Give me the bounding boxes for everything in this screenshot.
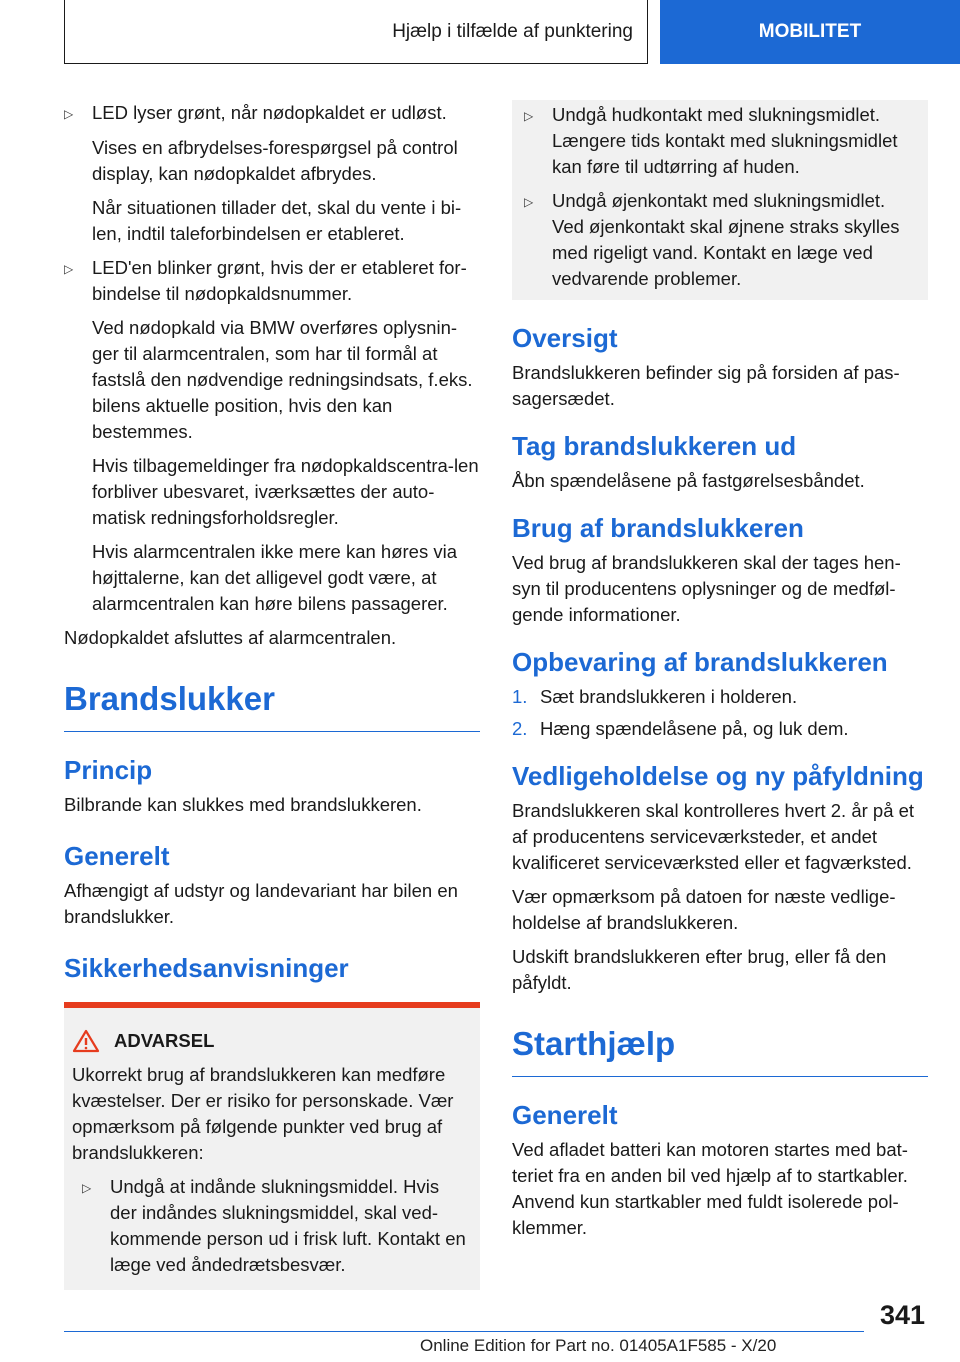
footer-text: Online Edition for Part no. 01405A1F585 - X/20 (420, 1336, 777, 1355)
paragraph: Ved brug af brandslukkeren skal der tages hen-syn til producentens oplysninger og de medføl-gende informationer. (512, 552, 901, 625)
left-column (64, 100, 480, 1290)
bullet-led-green: ▷ LED lyser grønt, når nødopkaldet er udløst. (64, 100, 480, 127)
heading-use: Brug af brandslukkeren (512, 513, 804, 543)
heading-take-out: Tag brandslukkeren ud (512, 431, 797, 461)
warning-bullet: ▷ Undgå at indånde slukningsmiddel. Hvis der indåndes slukningsmiddel, skal ved-kommende person ud i frisk luft. Kontakt en læge ved åndedrætsbesvær. (72, 1174, 470, 1278)
heading-maintenance: Vedligeholdelse og ny påfyldning (512, 761, 924, 791)
warning-header (72, 1028, 470, 1054)
paragraph: Brandslukkeren befinder sig på forsiden af pas-sagersædet. (512, 362, 900, 409)
warning-bullet: ▷ Undgå øjenkontakt med slukningsmidlet. Ved øjenkontakt skal øjnene straks skylles med rigeligt vand. Kontakt en læge ved vedvarende problemer. (524, 188, 916, 292)
warning-text: Ukorrekt brug af brandslukkeren kan medføre kvæstelser. Der er risiko for personskade. Vær opmærksom på følgende punkter ved brug af brandslukkeren: (72, 1064, 454, 1163)
bullet-detail: Når situationen tillader det, skal du vente i bi-len, indtil taleforbindelsen er etableret. (92, 197, 462, 244)
warning-box-continued (512, 100, 928, 300)
step-number: 2. (512, 718, 528, 739)
paragraph: Nødopkaldet afsluttes af alarmcentralen. (64, 627, 397, 648)
heading-principle: Princip (64, 755, 153, 785)
heading-general: Generelt (512, 1100, 618, 1130)
heading-general: Generelt (64, 841, 170, 871)
paragraph: Brandslukkeren skal kontrolleres hvert 2. år på et af producentens serviceværksteder, et andet kvalificeret serviceværksted eller et fagværksted. (512, 800, 915, 873)
paragraph: Ved afladet batteri kan motoren startes med bat-teriet fra en anden bil ved hjælp af to startkabler. Anvend kun startkabler med fuldt isolerede pol-klemmer. (512, 1139, 908, 1238)
warning-title: ADVARSEL (114, 1030, 215, 1051)
paragraph: Udskift brandslukkeren efter brug, eller få den påfyldt. (512, 946, 887, 993)
bullet-detail: Ved nødopkald via BMW overføres oplysnin-ger til alarmcentralen, som har til formål at fastslå den nødvendige redningsindsats, f.eks. bilens aktuelle position, hvis den kan bestemmes. (92, 317, 473, 442)
right-column (512, 100, 928, 1249)
step-text: Hæng spændelåsene på, og luk dem. (540, 718, 849, 739)
triangle-bullet-icon: ▷ (524, 109, 534, 123)
triangle-bullet-icon: ▷ (64, 262, 74, 276)
triangle-bullet-icon: ▷ (524, 195, 534, 209)
paragraph: Vær opmærksom på datoen for næste vedlige-holdelse af brandslukkeren. (512, 886, 896, 933)
bullet-detail: Hvis alarmcentralen ikke mere kan høres via højttalerne, kan det alligevel godt være, at alarmcentralen kan høre bilens passagerer. (92, 541, 457, 614)
bullet-led-blinking: ▷ LED'en blinker grønt, hvis der er etableret for-bindelse til nødopkaldsnummer. (64, 255, 480, 307)
section-header (64, 0, 648, 64)
triangle-bullet-icon: ▷ (82, 1181, 92, 1195)
heading-overview: Oversigt (512, 323, 618, 353)
step-text: Sæt brandslukkeren i holderen. (540, 686, 798, 707)
warning-box (64, 1002, 480, 1290)
paragraph: Bilbrande kan slukkes med brandslukkeren. (64, 794, 422, 815)
warning-triangle-icon (72, 1029, 100, 1053)
heading-safety: Sikkerhedsanvisninger (64, 953, 349, 983)
step-item (512, 716, 928, 742)
chapter-heading: Starthjælp (512, 1024, 928, 1077)
chapter-tab (660, 0, 960, 64)
footer-divider (64, 1331, 864, 1332)
heading-storage: Opbevaring af brandslukkeren (512, 647, 888, 677)
warning-bullet: ▷ Undgå hudkontakt med slukningsmidlet. Længere tids kontakt med slukningsmidlet kan føre til udtørring af huden. (524, 102, 916, 180)
page-number: 341 (880, 1300, 926, 1330)
bullet-detail: Vises en afbrydelses-forespørgsel på control display, kan nødopkaldet afbrydes. (92, 137, 458, 184)
chapter-title: MOBILITET (758, 21, 862, 42)
section-title: Hjælp i tilfælde af punktering (392, 20, 633, 42)
chapter-heading: Brandslukker (64, 679, 480, 732)
paragraph: Afhængigt af udstyr og landevariant har bilen en brandslukker. (64, 880, 458, 927)
paragraph: Åbn spændelåsene på fastgørelsesbåndet. (512, 470, 865, 491)
step-item (512, 684, 928, 710)
step-number: 1. (512, 686, 528, 707)
triangle-bullet-icon: ▷ (64, 107, 74, 121)
bullet-detail: Hvis tilbagemeldinger fra nødopkaldscentra-len forbliver ubesvaret, iværksættes der auto-matisk redningsforholdsregler. (92, 455, 479, 528)
